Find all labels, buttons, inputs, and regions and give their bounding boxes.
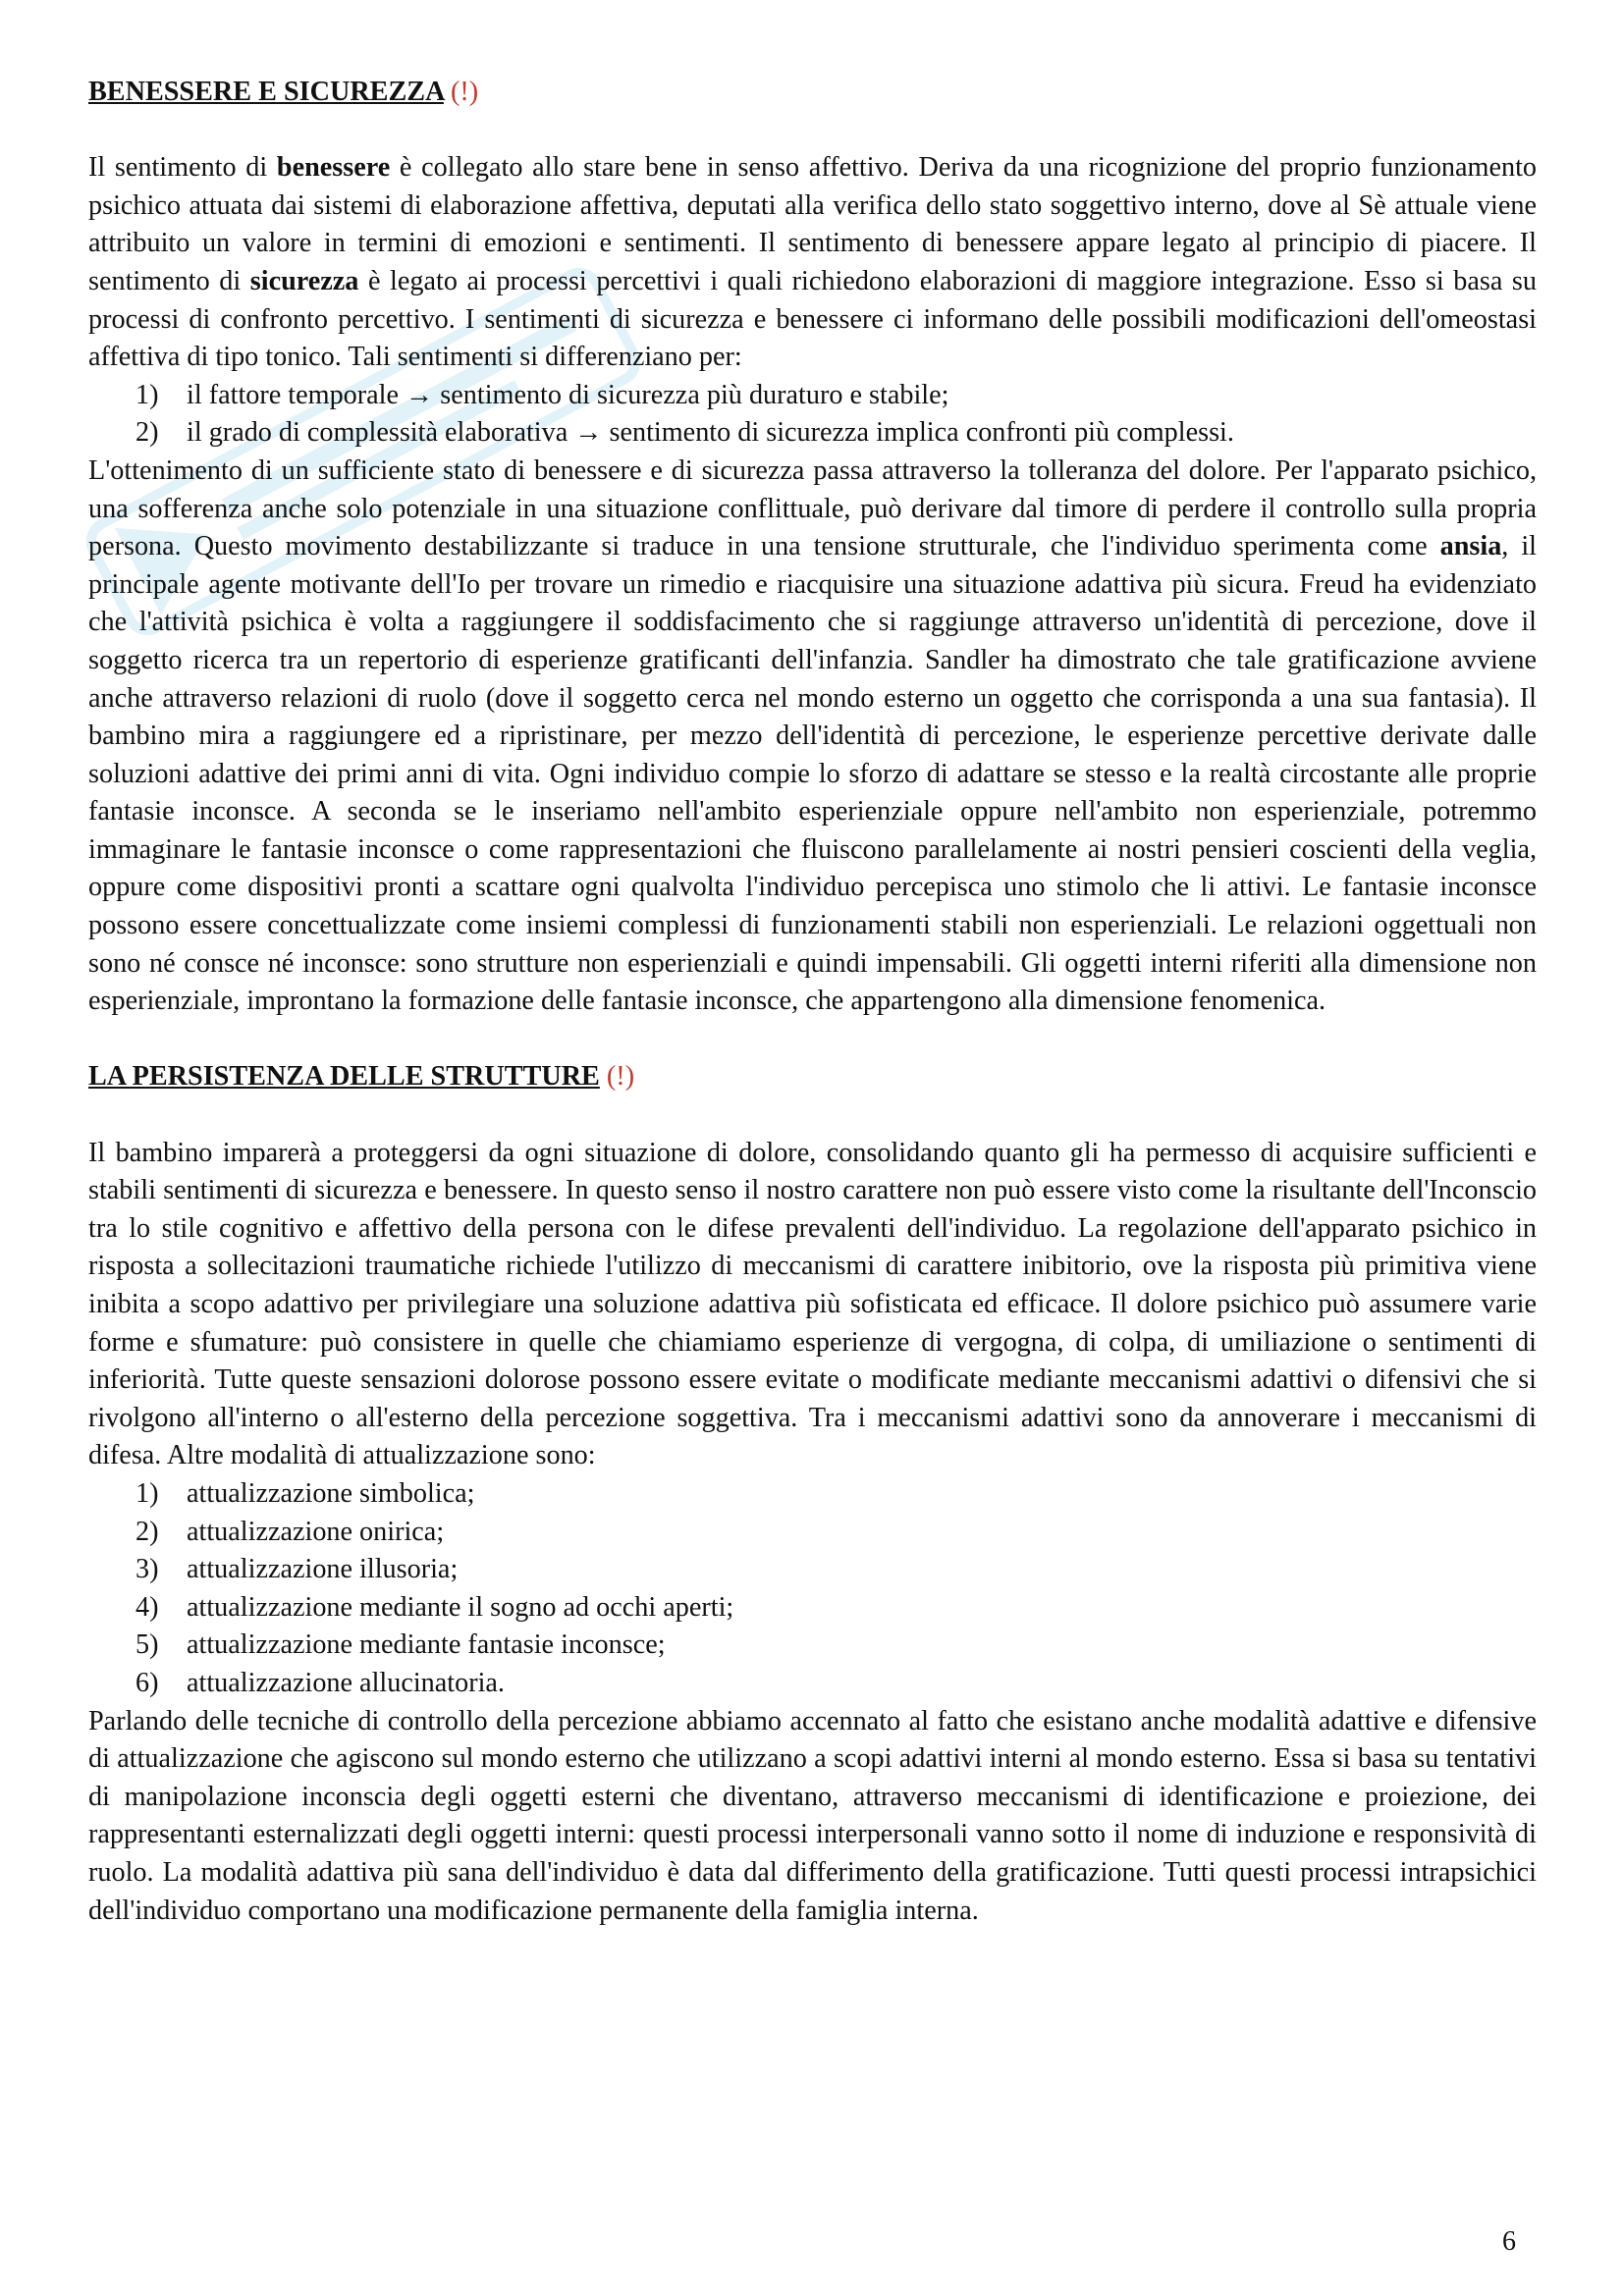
paragraph-persistenza-intro: Il bambino imparerà a proteggersi da ogni situazione di dolore, consolidando quanto gli ha permesso di acquisire sufficienti e stabili sentimenti di sicurezza e benessere. In questo senso il nostro carattere non può essere visto come la risultante dell'Inconscio tra lo stile cognitivo e affettivo della persona con le difese prevalenti dell'individuo. La regolazione dell'apparato psichico in risposta a sollecitazioni traumatiche richiede l'utilizzo di meccanismi di carattere inibitorio, ove la risposta più primitiva viene inibita a scopo adattivo per privilegiare una soluzione adattiva più sofisticata ed efficace. Il dolore psichico può assumere varie forme e sfumature: può consistere in quelle che chiamiamo esperienze di vergogna, di colpa, di umiliazione o sentimenti di inferiorità. Tutte queste sensazioni dolorose possono essere evitate o modificate mediante meccanismi adattivi o difensivi che si rivolgono all'interno o all'esterno della percezione soggettiva. Tra i meccanismi adattivi sono da annoverare i meccanismi di difesa. Altre modalità di attualizzazione sono:	[88, 1137, 1537, 1471]
text-run: Il sentimento di	[88, 152, 277, 184]
list-item	[88, 377, 1537, 415]
text-run: , il principale agente motivante dell'Io per trovare un rimedio e riacquisire una situazione adattiva più sicura. Freud ha evidenziato che l'attività psichica è volta a raggiungere il soddisfacimento che si raggiunge attraverso un'identità di percezione, dove il soggetto ricerca tra un repertorio di esperienze gratificanti dell'infanzia. Sandler ha dimostrato che tale gratificazione avviene anche attraverso relazioni di ruolo (dove il soggetto cerca nel mondo esterno un oggetto che corrisponda a una sua fantasia). Il bambino mira a raggiungere ed a ripristinare, per mezzo dell'identità di percezione, le esperienze percettive derivate dalle soluzioni adattive dei primi anni di vita. Ogni individuo compie lo sforzo di adattare se stesso e la realtà circostante alle proprie fantasie inconsce. A seconda se le inseriamo nell'ambito esperienziale oppure nell'ambito non esperienziale, potremmo immaginare le fantasie inconsce o come rappresentazioni che fluiscono parallelamente ai nostri pensieri coscienti della veglia, oppure come dispositivi pronti a scattare ogni qualvolta l'individuo percepisca uno stimolo che li attivi. Le fantasie inconsce possono essere concettualizzate come insiemi complessi di funzionamenti stabili non esperienziali. Le relazioni oggettuali non sono né consce né inconsce: sono strutture non esperienziali e quindi impensabili. Gli oggetti interni riferiti alla dimensione non esperienziale, improntano la formazione delle fantasie inconsce, che appartengono alla dimensione fenomenica.	[88, 531, 1537, 1017]
list-text: il fattore temporale → sentimento di sicurezza più duraturo e stabile;	[187, 379, 949, 410]
bold-term-ansia: ansia	[1439, 531, 1502, 562]
list-item	[88, 1589, 1537, 1628]
text-run: è legato ai processi percettivi i quali richiedono elaborazioni di maggiore integrazione. Esso si basa su processi di confronto percettivo. I sentimenti di sicurezza e benessere ci informano delle possibili modificazioni dell'omeostasi affettiva di tipo tonico. Tali sentimenti si differenziano per:	[88, 265, 1537, 373]
list-item	[88, 414, 1537, 453]
paragraph-benessere-intro	[88, 149, 1537, 377]
differences-list	[88, 377, 1537, 453]
list-item	[88, 1514, 1537, 1552]
section-heading-persistenza	[88, 1058, 1537, 1096]
list-text: attualizzazione simbolica;	[187, 1477, 475, 1509]
list-text: attualizzazione mediante il sogno ad occhi aperti;	[187, 1591, 734, 1623]
list-number: 1)	[135, 1477, 159, 1509]
list-number: 2)	[135, 1516, 159, 1547]
list-number: 5)	[135, 1629, 159, 1661]
paragraph-persistenza-conclusion: Parlando delle tecniche di controllo della percezione abbiamo accennato al fatto che esistano anche modalità adattive e difensive di attualizzazione che agiscono sul mondo esterno che utilizzano a scopi adattivi interni al mondo esterno. Essa si basa su tentativi di manipolazione inconscia degli oggetti esterni che diventano, attraverso meccanismi di identificazione e proiezione, dei rappresentanti esternalizzati degli oggetti interni: questi processi interpersonali vanno sotto il nome di induzione e responsività di ruolo. La modalità adattiva più sana dell'individuo è data dal differimento della gratificazione. Tutti questi processi intrapsichici dell'individuo comportano una modificazione permanente della famiglia interna.	[88, 1705, 1537, 1926]
actualization-list	[88, 1475, 1537, 1703]
importance-mark: (!)	[606, 1061, 635, 1093]
text-run: L'ottenimento di un sufficiente stato di benessere e di sicurezza passa attraverso la tolleranza del dolore. Per l'apparato psichico, una sofferenza anche solo potenziale in una situazione conflittuale, può derivare dal timore di perdere il controllo sulla propria persona. Questo movimento destabilizzante si traduce in una tensione strutturale, che l'individuo sperimenta come	[88, 454, 1537, 562]
text-run: è collegato allo stare bene in senso affettivo. Deriva da una ricognizione del proprio funzionamento psichico attuata dai sistemi di elaborazione affettiva, deputati alla verifica dello stato soggettivo interno, dove al Sè attuale viene attribuito un valore in termini di emozioni e sentimenti. Il sentimento di benessere appare legato al principio di piacere. Il sentimento di	[88, 152, 1537, 296]
list-item	[88, 1665, 1537, 1703]
list-text: attualizzazione mediante fantasie inconsce;	[187, 1629, 666, 1661]
importance-mark: (!)	[450, 77, 479, 107]
list-item	[88, 1551, 1537, 1589]
list-number: 2)	[135, 417, 159, 449]
list-number: 4)	[135, 1591, 159, 1623]
list-number: 6)	[135, 1667, 159, 1698]
list-text: attualizzazione illusoria;	[187, 1554, 459, 1585]
bold-term-sicurezza: sicurezza	[249, 265, 359, 296]
page-number: 6	[1502, 2226, 1516, 2257]
section-heading-benessere	[88, 74, 1537, 112]
list-item	[88, 1475, 1537, 1514]
document-page	[88, 74, 1537, 1930]
list-item	[88, 1627, 1537, 1665]
list-text: il grado di complessità elaborativa → sentimento di sicurezza implica confronti più complessi.	[187, 417, 1234, 449]
list-text: attualizzazione onirica;	[187, 1516, 445, 1547]
bold-term-benessere: benessere	[276, 152, 391, 184]
paragraph-ansia	[88, 453, 1537, 1021]
list-number: 1)	[135, 379, 159, 410]
list-text: attualizzazione allucinatoria.	[187, 1667, 505, 1698]
section-title: LA PERSISTENZA DELLE STRUTTURE	[88, 1061, 600, 1093]
list-number: 3)	[135, 1554, 159, 1585]
section-title: BENESSERE E SICUREZZA	[88, 77, 444, 107]
